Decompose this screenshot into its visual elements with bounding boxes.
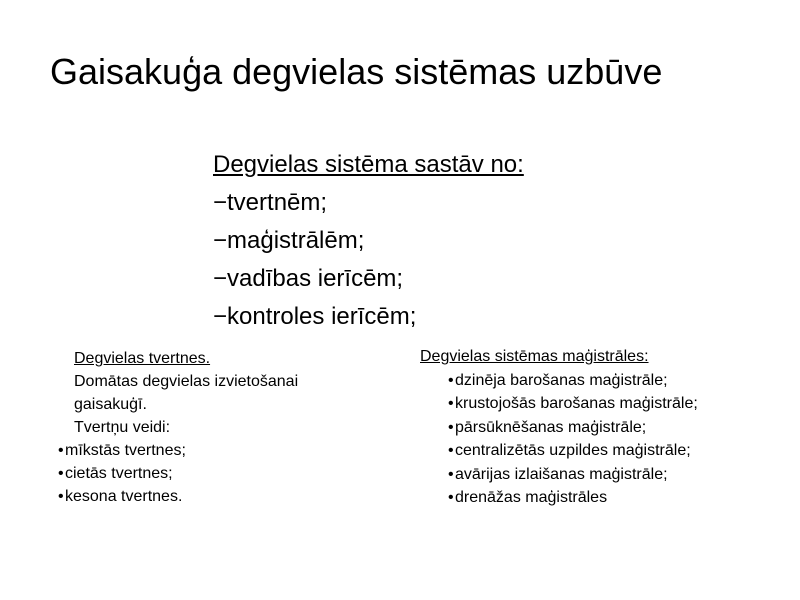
line-item-label: centralizētās uzpildes maģistrāle;	[455, 442, 691, 459]
bullet-dot: •	[448, 489, 454, 506]
bullet-dot: •	[448, 395, 454, 412]
fuel-lines-block	[420, 345, 698, 510]
slide-title: Gaisakuģa degvielas sistēmas uzbūve	[50, 51, 663, 92]
composition-heading: Degvielas sistēma sastāv no:	[213, 151, 524, 178]
line-item-label: krustojošās barošanas maģistrāle;	[455, 395, 698, 412]
bullet-dot: •	[448, 465, 454, 483]
tanks-description-line2: gaisakuģī.	[74, 396, 147, 413]
line-item-label: avārijas izlaišanas maģistrāle;	[455, 465, 668, 483]
line-item	[448, 439, 698, 463]
tank-type-label: kesona tvertnes.	[65, 488, 183, 505]
tank-types-label: Tvertņu veidi:	[74, 419, 171, 436]
fuel-tanks-block	[58, 347, 298, 508]
line-item	[448, 486, 698, 510]
tanks-heading: Degvielas tvertnes.	[74, 350, 211, 367]
bullet-dot: •	[58, 465, 64, 482]
tanks-description-line1: Domātas degvielas izvietošanai	[74, 373, 299, 390]
tank-type-label: mīkstās tvertnes;	[65, 442, 186, 459]
composition-block	[213, 146, 524, 336]
line-item	[448, 463, 698, 487]
tank-type-label: cietās tvertnes;	[65, 465, 173, 482]
line-item	[448, 392, 698, 416]
tank-type-item	[58, 439, 298, 462]
tank-type-item	[58, 485, 298, 508]
bullet-dot: •	[448, 418, 454, 436]
lines-list	[420, 369, 698, 510]
bullet-dot: •	[58, 442, 64, 459]
bullet-dot: •	[58, 488, 64, 505]
line-item	[448, 369, 698, 393]
lines-heading: Degvielas sistēmas maģistrāles:	[420, 348, 649, 365]
tank-type-item	[58, 462, 298, 485]
line-item	[448, 416, 698, 440]
composition-item-control-devices: −vadības ierīcēm;	[213, 265, 404, 292]
bullet-dot: •	[448, 442, 454, 459]
bullet-dot: •	[448, 371, 454, 389]
composition-item-monitoring-devices: −kontroles ierīcēm;	[213, 303, 417, 330]
line-item-label: dzinēja barošanas maģistrāle;	[455, 371, 668, 389]
composition-item-lines: −maģistrālēm;	[213, 227, 365, 254]
composition-item-tanks: −tvertnēm;	[213, 189, 328, 216]
line-item-label: drenāžas maģistrāles	[455, 489, 608, 506]
line-item-label: pārsūknēšanas maģistrāle;	[455, 418, 647, 436]
